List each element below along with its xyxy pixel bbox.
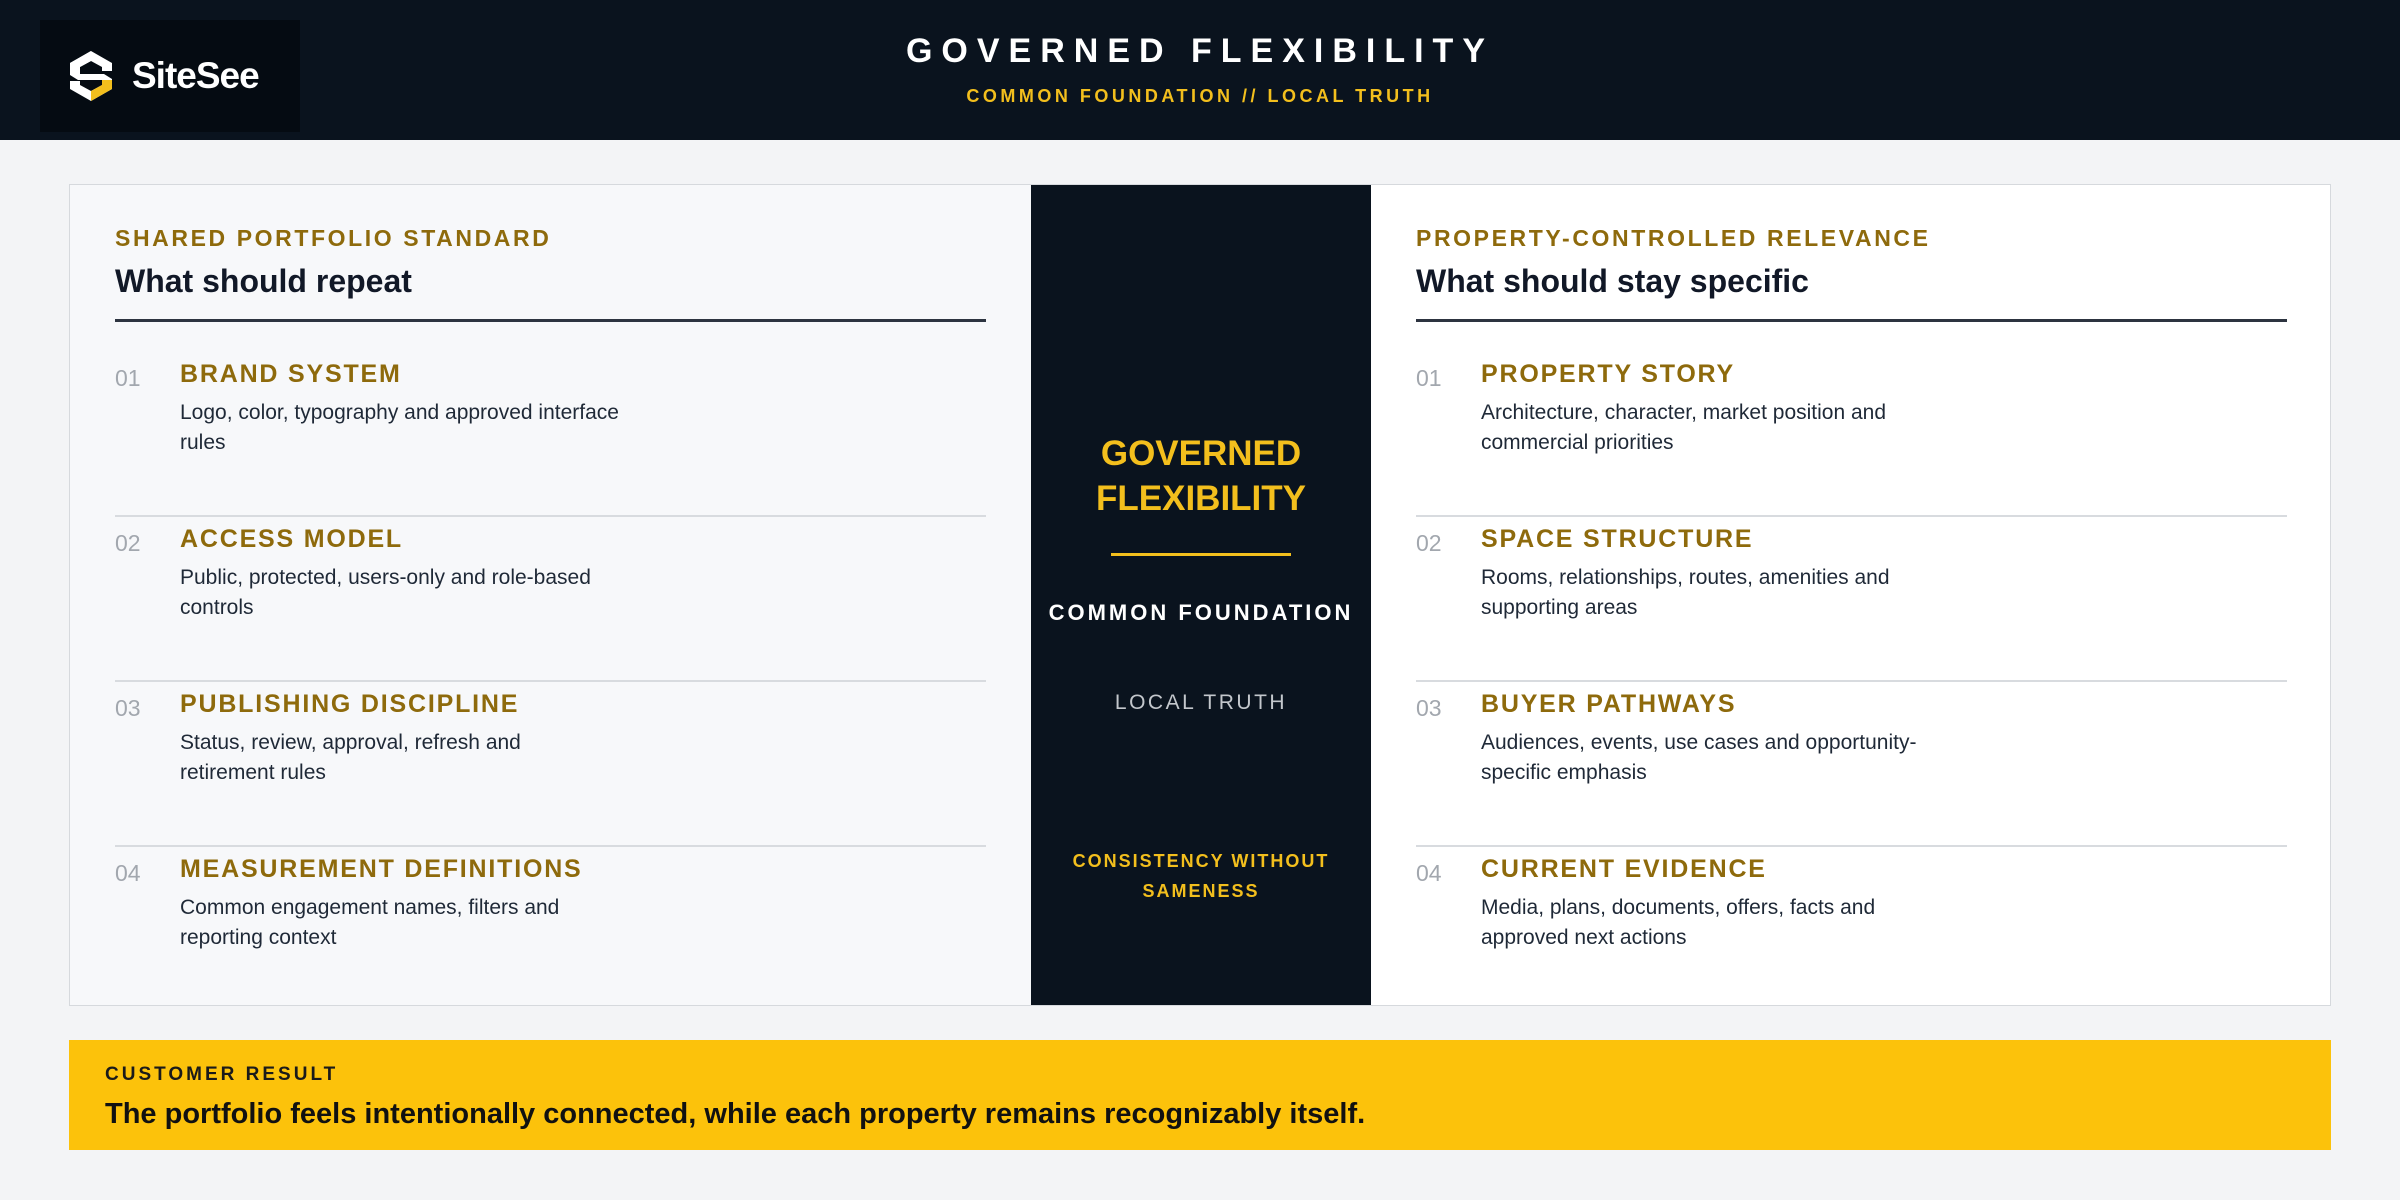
left-item-access-model [115, 517, 986, 682]
item-title: BRAND SYSTEM [180, 360, 402, 388]
header-title: GOVERNED FLEXIBILITY [905, 32, 1495, 70]
right-panel-eyebrow: PROPERTY-CONTROLLED RELEVANCE [1416, 225, 1931, 251]
comparison-card [69, 184, 2331, 1006]
left-panel [70, 185, 1031, 1005]
right-item-property-story [1416, 352, 2287, 517]
result-eyebrow: CUSTOMER RESULT [105, 1064, 339, 1085]
item-number: 01 [1416, 365, 1442, 391]
item-title: ACCESS MODEL [180, 525, 404, 553]
item-description: Architecture, character, market position and commercial priorities [1481, 401, 1887, 454]
item-title: PROPERTY STORY [1481, 360, 1735, 388]
item-description: Common engagement names, filters and reporting context [180, 896, 560, 949]
left-panel-heading: What should repeat [115, 263, 412, 299]
customer-result-banner [69, 1040, 2331, 1150]
item-description: Rooms, relationships, routes, amenities and supporting areas [1481, 566, 1890, 619]
item-description: Media, plans, documents, offers, facts and approved next actions [1481, 896, 1876, 949]
item-number: 03 [1416, 695, 1442, 721]
item-title: MEASUREMENT DEFINITIONS [180, 855, 583, 883]
item-description: Audiences, events, use cases and opportunity-specific emphasis [1481, 731, 1917, 784]
item-description: Public, protected, users-only and role-based controls [180, 566, 591, 619]
item-number: 02 [115, 530, 141, 556]
item-title: BUYER PATHWAYS [1481, 690, 1737, 718]
left-item-publishing-discipline [115, 682, 986, 847]
right-item-buyer-pathways [1416, 682, 2287, 847]
item-number: 01 [115, 365, 141, 391]
right-item-space-structure [1416, 517, 2287, 682]
center-consistency: CONSISTENCY WITHOUT SAMENESS [1072, 851, 1330, 901]
left-panel-eyebrow: SHARED PORTFOLIO STANDARD [115, 225, 552, 251]
right-panel [1371, 185, 2330, 1005]
item-number: 02 [1416, 530, 1442, 556]
item-title: SPACE STRUCTURE [1481, 525, 1754, 553]
result-text: The portfolio feels intentionally connected, while each property remains recognizably itself. [105, 1098, 1366, 1130]
right-panel-rule [1416, 319, 2287, 322]
right-panel-heading: What should stay specific [1416, 263, 1809, 299]
item-number: 04 [1416, 860, 1442, 886]
item-title: PUBLISHING DISCIPLINE [180, 690, 520, 718]
left-item-brand-system [115, 352, 986, 517]
item-description: Logo, color, typography and approved interface rules [180, 401, 619, 454]
item-number: 03 [115, 695, 141, 721]
item-description: Status, review, approval, refresh and retirement rules [180, 731, 521, 784]
item-number: 04 [115, 860, 141, 886]
center-rule [1111, 553, 1291, 556]
center-title: GOVERNED FLEXIBILITY [1096, 434, 1306, 518]
center-panel [1031, 185, 1371, 1005]
right-item-current-evidence [1416, 847, 2287, 1012]
left-panel-rule [115, 319, 986, 322]
item-title: CURRENT EVIDENCE [1481, 855, 1767, 883]
left-item-measurement-definitions [115, 847, 986, 1012]
center-foundation: COMMON FOUNDATION [1048, 600, 1354, 625]
center-local-truth: LOCAL TRUTH [1114, 691, 1288, 714]
brand-name: SiteSee [132, 55, 259, 96]
header-bar [0, 0, 2400, 140]
header-subtitle: COMMON FOUNDATION // LOCAL TRUTH [966, 86, 1434, 106]
